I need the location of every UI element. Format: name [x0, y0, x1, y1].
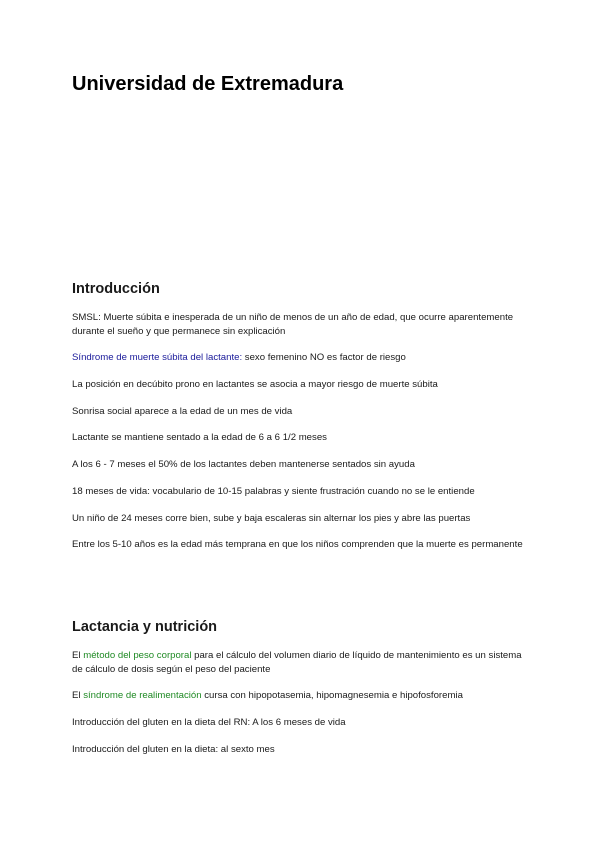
paragraph: Síndrome de muerte súbita del lactante: sexo femenino NO es factor de riesgo	[72, 352, 406, 363]
paragraph: Introducción del gluten en la dieta del RN: A los 6 meses de vida	[72, 717, 346, 728]
highlight-term: Síndrome de muerte súbita del lactante:	[72, 352, 243, 363]
highlight-term: síndrome de realimentación	[83, 690, 202, 701]
paragraph: La posición en decúbito prono en lactantes se asocia a mayor riesgo de muerte súbita	[72, 379, 438, 390]
paragraph: SMSL: Muerte súbita e inesperada de un niño de menos de un año de edad, que ocurre aparentemente durante el sueño y que permanece sin explicación	[72, 312, 514, 337]
paragraph: A los 6 - 7 meses el 50% de los lactantes deben mantenerse sentados sin ayuda	[72, 459, 415, 470]
section-heading-lactancia: Lactancia y nutrición	[72, 619, 218, 635]
document-title: Universidad de Extremadura	[72, 73, 344, 95]
paragraph: Sonrisa social aparece a la edad de un mes de vida	[72, 406, 293, 417]
paragraph: El síndrome de realimentación cursa con hipopotasemia, hipomagnesemia e hipofosforemia	[72, 690, 463, 701]
paragraph: Un niño de 24 meses corre bien, sube y baja escaleras sin alternar los pies y abre las puertas	[72, 513, 471, 524]
paragraph: Entre los 5-10 años es la edad más temprana en que los niños comprenden que la muerte es permanente	[72, 539, 523, 550]
paragraph: Introducción del gluten en la dieta: al sexto mes	[72, 744, 275, 755]
section-heading-introduccion: Introducción	[72, 281, 160, 297]
paragraph: Lactante se mantiene sentado a la edad de 6 a 6 1/2 meses	[72, 432, 327, 443]
highlight-term: método del peso corporal	[83, 650, 192, 661]
paragraph: 18 meses de vida: vocabulario de 10-15 palabras y siente frustración cuando no se le entiende	[72, 486, 475, 497]
paragraph: El método del peso corporal para el cálculo del volumen diario de líquido de mantenimiento es un sistema de cálculo de dosis según el peso del paciente	[72, 650, 522, 675]
